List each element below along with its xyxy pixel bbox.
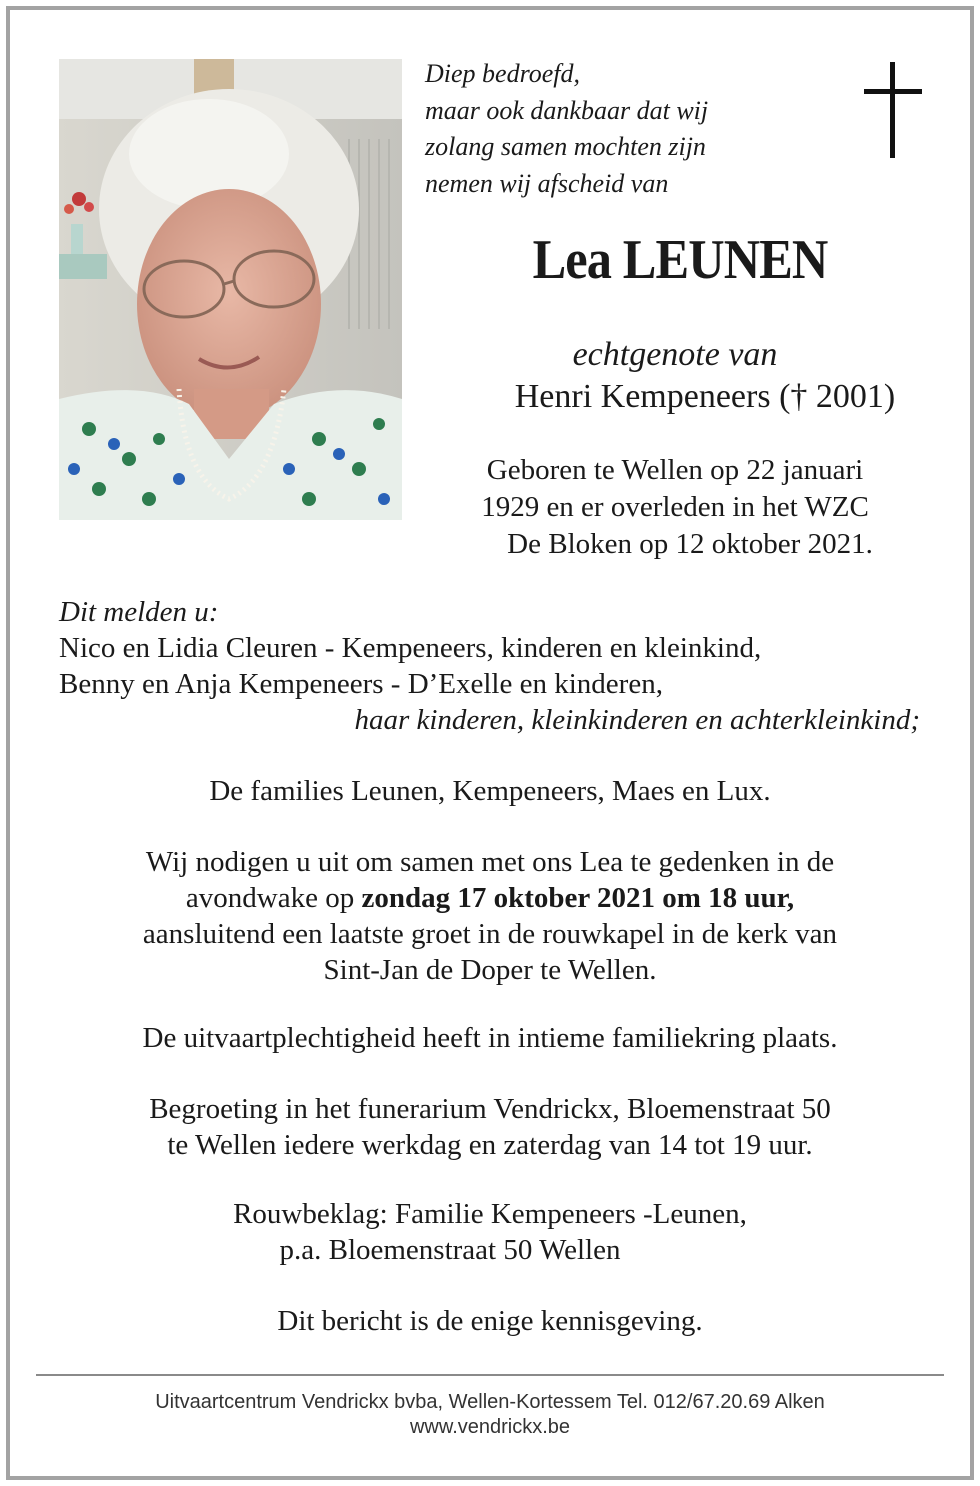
announcers-label: Dit melden u: — [59, 596, 219, 628]
birth-death-info — [420, 452, 930, 563]
condolence-line-1: Rouwbeklag: Familie Kempeneers -Leunen, — [233, 1198, 747, 1230]
announcer-line-3: haar kinderen, kleinkinderen en achterkleinkind; — [354, 704, 920, 736]
birth-line: 1929 en er overleden in het WZC — [481, 491, 869, 523]
intro-line: Diep bedroefd, — [425, 59, 580, 88]
spouse-label: echtgenote van — [572, 336, 778, 373]
cross-icon — [864, 62, 922, 158]
invite-line-2-text: avondwake op — [185, 882, 362, 914]
announcer-line-1: Nico en Lidia Cleuren - Kempeneers, kinderen en kleinkind, — [59, 632, 762, 664]
spouse-name: Henri Kempeneers († 2001) — [514, 378, 896, 415]
families-line: De families Leunen, Kempeneers, Maes en Lux. — [209, 775, 771, 807]
announcer-line-2: Benny en Anja Kempeneers - D’Exelle en kinderen, — [59, 668, 663, 700]
portrait-photo — [59, 59, 402, 520]
intro-line: nemen wij afscheid van — [425, 168, 669, 198]
intro-line: zolang samen mochten zijn — [425, 132, 706, 161]
invite-line-2 — [40, 882, 940, 915]
footer-divider — [36, 1374, 944, 1376]
footer-company: Uitvaartcentrum Vendrickx bvba, Wellen-Kortessem Tel. 012/67.20.69 Alken — [155, 1391, 825, 1413]
greeting-line-1: Begroeting in het funerarium Vendrickx, Bloemenstraat 50 — [149, 1093, 831, 1125]
last-name: LEUNEN — [622, 229, 828, 291]
invite-line-4: Sint-Jan de Doper te Wellen. — [323, 954, 657, 986]
first-name: Lea — [532, 229, 612, 291]
birth-line: Geboren te Wellen op 22 januari — [486, 454, 864, 486]
condolence-line-2: p.a. Bloemenstraat 50 Wellen — [279, 1234, 621, 1266]
portrait-illustration — [59, 59, 402, 520]
birth-line: De Bloken op 12 oktober 2021. — [507, 528, 873, 560]
notice-line: Dit bericht is de enige kennisgeving. — [277, 1305, 703, 1337]
invite-line-1: Wij nodigen u uit om samen met ons Lea te gedenken in de — [145, 846, 835, 878]
footer-website[interactable]: www.vendrickx.be — [409, 1416, 571, 1438]
invite-line-3: aansluitend een laatste groet in de rouwkapel in de kerk van — [142, 918, 838, 950]
intro-text — [425, 56, 708, 202]
intro-line: maar ook dankbaar dat wij — [425, 95, 709, 125]
greeting-line-2: te Wellen iedere werkdag en zaterdag van 14 tot 19 uur. — [167, 1129, 813, 1161]
invite-date: zondag 17 oktober 2021 om 18 uur, — [361, 882, 795, 914]
deceased-name — [464, 228, 896, 292]
ceremony-line: De uitvaartplechtigheid heeft in intieme familiekring plaats. — [142, 1022, 838, 1054]
